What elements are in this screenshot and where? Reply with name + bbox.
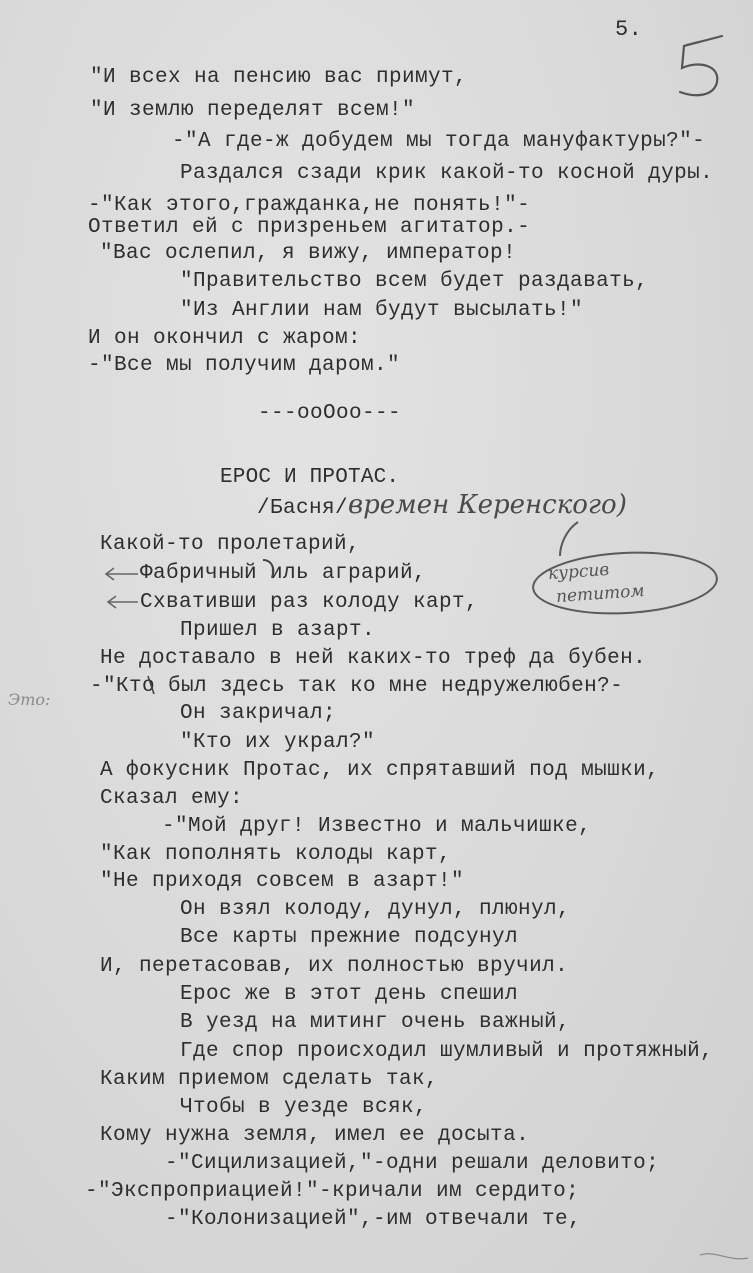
poem-line: -"Колонизацией",-им отвечали те,	[165, 1208, 582, 1231]
poem-line: -"Экспроприацией!"-кричали им сердито;	[85, 1180, 580, 1203]
text-line: -"Все мы получим даром."	[88, 354, 401, 377]
handwritten-page-mark	[680, 36, 722, 95]
poem-line: "Кто их украл?"	[180, 731, 376, 754]
poem-line: "Не приходя совсем в азарт!"	[100, 870, 465, 893]
arrow-left-icon	[108, 596, 138, 608]
insertion-mark	[148, 676, 154, 694]
poem-line: Каким приемом сделать так,	[100, 1068, 439, 1091]
poem-line: Где спор происходил шумливый и протяжный,	[180, 1040, 714, 1063]
text-line: И он окончил с жаром:	[88, 327, 362, 350]
smudge-mark	[700, 1254, 748, 1259]
margin-note: Это:	[8, 690, 51, 709]
circled-note-line-1: курсив	[547, 559, 610, 585]
section-separator: ---ooOoo---	[258, 402, 402, 425]
text-line: "И всех на пенсию вас примут,	[90, 66, 468, 89]
poem-subtitle: /Басня/	[257, 497, 349, 520]
poem-line: Чтобы в уезде всяк,	[180, 1096, 428, 1119]
poem-line: -"Мой друг! Известно и мальчишке,	[162, 815, 592, 838]
circled-note-line-2: петитом	[555, 580, 646, 608]
arrow-left-icon	[106, 568, 138, 580]
text-line: "Из Англии нам будут высылать!"	[180, 299, 584, 322]
poem-title: ЕРОС И ПРОТАС.	[220, 466, 400, 489]
poem-line: Фабричный иль аграрий,	[140, 562, 427, 585]
note-pointer	[560, 522, 578, 556]
note-circle	[532, 548, 719, 618]
page-number: 5.	[615, 17, 643, 42]
poem-line: Сказал ему:	[100, 787, 244, 810]
poem-line: Пришел в азарт.	[180, 619, 376, 642]
poem-line: Схвативши раз колоду карт,	[140, 591, 479, 614]
text-line: "Правительство всем будет раздавать,	[180, 270, 649, 293]
correction-mark	[263, 560, 273, 578]
poem-line: -"Кто был здесь так ко мне недружелюбен?-	[90, 675, 624, 698]
poem-line: В уезд на митинг очень важный,	[180, 1011, 571, 1034]
poem-line: "Как пополнять колоды карт,	[100, 843, 452, 866]
text-line: -"Как этого,гражданка,не понять!"-	[88, 194, 531, 217]
poem-line: Не доставало в ней каких-то треф да бубен.	[100, 647, 647, 670]
text-line: "И землю переделят всем!"	[90, 99, 416, 122]
text-line: Раздался сзади крик какой-то косной дуры.	[180, 162, 714, 185]
poem-line: Ерос же в этот день спешил	[180, 983, 519, 1006]
poem-line: Он закричал;	[180, 702, 337, 725]
poem-line: Какой-то пролетарий,	[100, 533, 361, 556]
poem-line: Все карты прежние подсунул	[180, 926, 519, 949]
poem-line: Он взял колоду, дунул, плюнул,	[180, 898, 571, 921]
text-line: -"А где-ж добудем мы тогда мануфактуры?"-	[172, 130, 706, 153]
poem-line: И, перетасовав, их полностью вручил.	[100, 955, 569, 978]
handwritten-subtitle: времен Керенского)	[348, 490, 627, 520]
text-line: Ответил ей с призреньем агитатор.-	[88, 216, 531, 239]
text-line: "Вас ослепил, я вижу, император!	[100, 242, 517, 265]
poem-line: -"Сицилизацией,"-одни решали деловито;	[165, 1152, 660, 1175]
poem-line: Кому нужна земля, имел ее досыта.	[100, 1124, 530, 1147]
poem-line: А фокусник Протас, их спрятавший под мышки,	[100, 759, 660, 782]
